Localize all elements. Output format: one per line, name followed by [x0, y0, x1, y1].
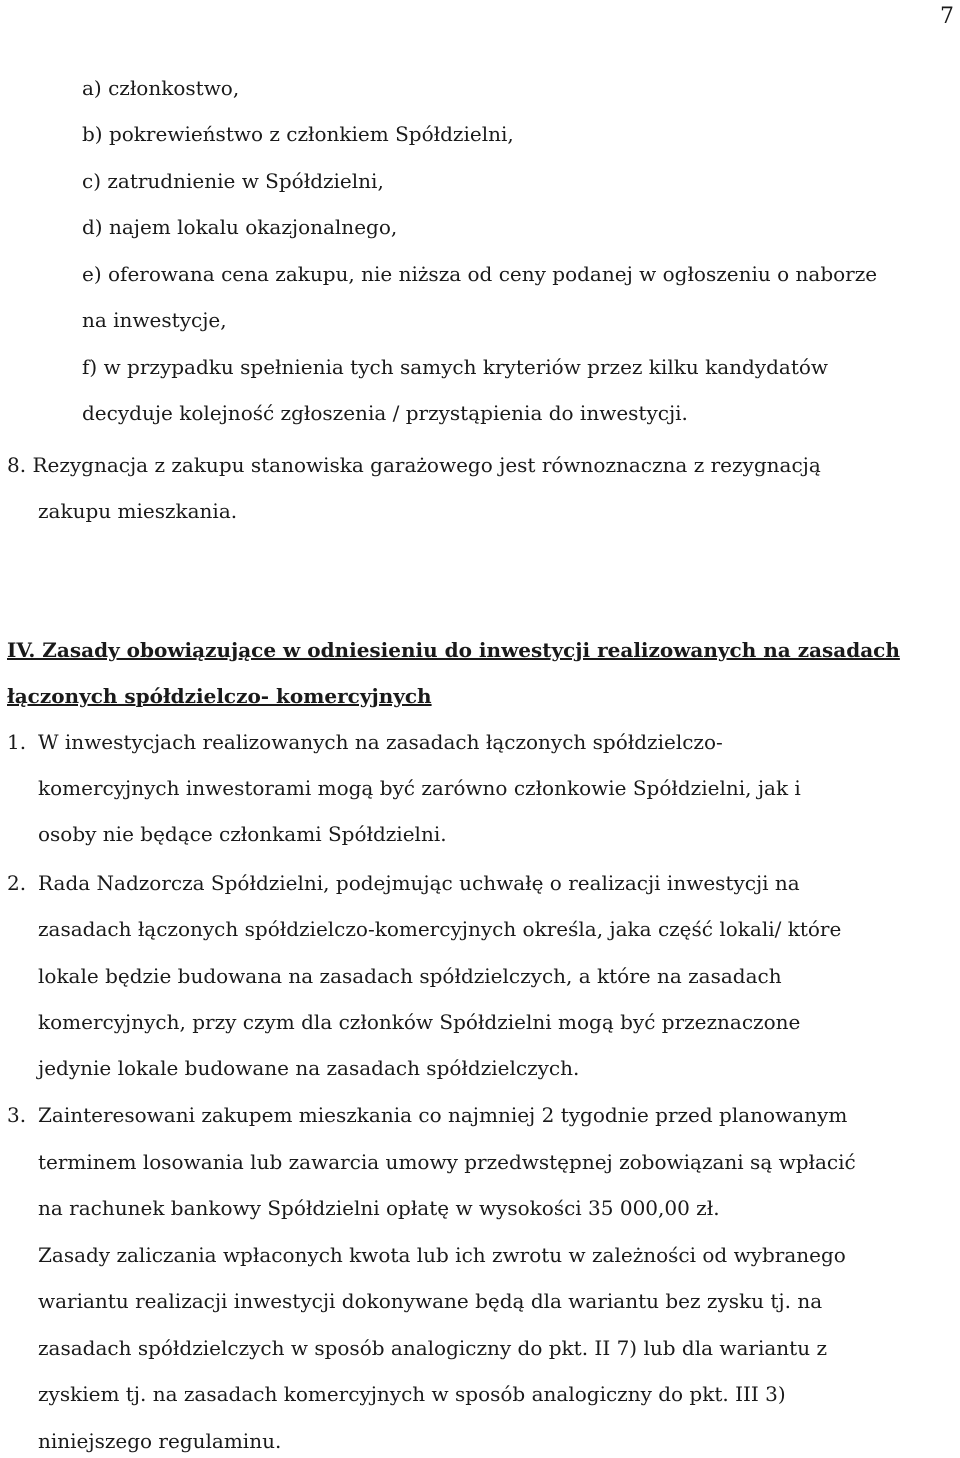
- item-3-line4: Zasady zaliczania wpłaconych kwota lub ich zwrotu w zależności od wybranego: [38, 1243, 846, 1267]
- item-3-line2: terminem losowania lub zawarcia umowy przedwstępnej zobowiązani są wpłacić: [38, 1150, 856, 1174]
- item-3-line7: zyskiem tj. na zasadach komercyjnych w sposób analogiczny do pkt. III 3): [38, 1382, 786, 1406]
- point-8-line1: 8. Rezygnacja z zakupu stanowiska garażowego jest równoznaczna z rezygnacją: [7, 453, 821, 477]
- point-8-line2: zakupu mieszkania.: [38, 499, 238, 523]
- item-1-line3: osoby nie będące członkami Spółdzielni.: [38, 822, 447, 846]
- item-2-line5: jedynie lokale budowane na zasadach spółdzielczych.: [38, 1056, 580, 1080]
- criterion-d: d) najem lokalu okazjonalnego,: [82, 215, 398, 239]
- criterion-e-continuation: na inwestycje,: [82, 308, 227, 332]
- item-2-line2: zasadach łączonych spółdzielczo-komercyjnych określa, jaka część lokali/ które: [38, 917, 842, 941]
- item-1-number: 1.: [7, 730, 27, 754]
- item-2-line3: lokale będzie budowana na zasadach spółdzielczych, a które na zasadach: [38, 964, 782, 988]
- criterion-f: f) w przypadku spełnienia tych samych kryteriów przez kilku kandydatów: [82, 355, 829, 379]
- page-number: 7: [940, 4, 954, 29]
- section-4-heading-line1: IV. Zasady obowiązujące w odniesieniu do inwestycji realizowanych na zasadach: [7, 638, 900, 662]
- item-2-line4: komercyjnych, przy czym dla członków Spółdzielni mogą być przeznaczone: [38, 1010, 801, 1034]
- item-3-line6: zasadach spółdzielczych w sposób analogiczny do pkt. II 7) lub dla wariantu z: [38, 1336, 827, 1360]
- item-3-line1: Zainteresowani zakupem mieszkania co najmniej 2 tygodnie przed planowanym: [38, 1103, 848, 1127]
- criterion-e: e) oferowana cena zakupu, nie niższa od ceny podanej w ogłoszeniu o naborze: [82, 262, 878, 286]
- criterion-c: c) zatrudnienie w Spółdzielni,: [82, 169, 384, 193]
- item-2-line1: Rada Nadzorcza Spółdzielni, podejmując uchwałę o realizacji inwestycji na: [38, 871, 800, 895]
- item-3-number: 3.: [7, 1103, 27, 1127]
- item-1-line1: W inwestycjach realizowanych na zasadach łączonych spółdzielczo-: [38, 730, 723, 754]
- item-2-number: 2.: [7, 871, 27, 895]
- section-4-heading-line2: łączonych spółdzielczo- komercyjnych: [7, 684, 432, 708]
- item-3-line8: niniejszego regulaminu.: [38, 1429, 282, 1453]
- criterion-f-continuation: decyduje kolejność zgłoszenia / przystąpienia do inwestycji.: [82, 401, 688, 425]
- criterion-b: b) pokrewieństwo z członkiem Spółdzielni,: [82, 122, 514, 146]
- item-1-line2: komercyjnych inwestorami mogą być zarówno członkowie Spółdzielni, jak i: [38, 776, 801, 800]
- criterion-a: a) członkostwo,: [82, 76, 240, 100]
- item-3-line3: na rachunek bankowy Spółdzielni opłatę w wysokości 35 000,00 zł.: [38, 1196, 720, 1220]
- item-3-line5: wariantu realizacji inwestycji dokonywane będą dla wariantu bez zysku tj. na: [38, 1289, 823, 1313]
